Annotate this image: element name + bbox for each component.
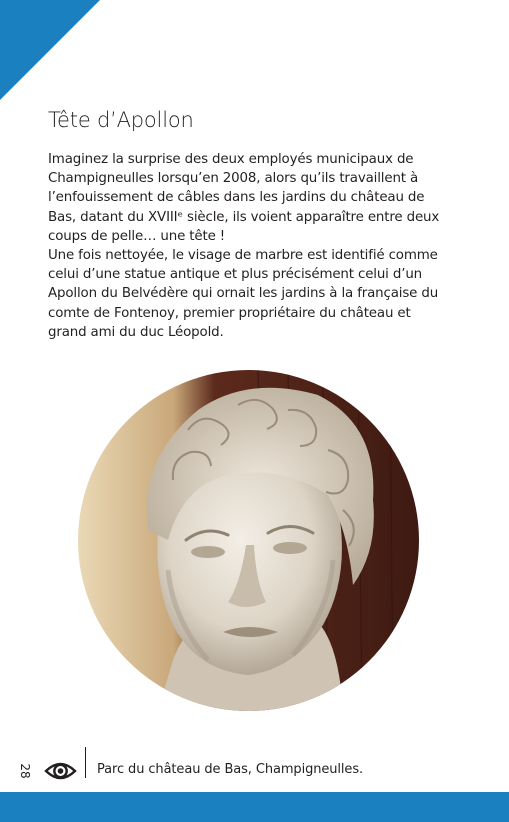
location-caption: Parc du château de Bas, Champigneulles. xyxy=(97,762,364,777)
footer-divider xyxy=(85,747,86,778)
apollo-head-photo xyxy=(78,370,419,711)
paragraph-1: Imaginez la surprise des deux employés municipaux de Champigneulles lorsqu’en 2008, alors qu’ils travaillent à l’enfouissement de câbles dans les jardins du château de Bas, datant du XVIIIᵉ siècle, ils voient apparaître entre deux coups de pelle… une tête ! xyxy=(48,152,440,244)
page-number: 28 xyxy=(18,763,32,779)
article-body xyxy=(48,150,448,342)
corner-triangle-decoration xyxy=(0,0,100,100)
page-title: Tête d’Apollon xyxy=(48,108,194,132)
eye-icon xyxy=(44,759,77,783)
paragraph-2: Une fois nettoyée, le visage de marbre est identifié comme celui d’une statue antique et plus précisément celui d’un Apollon du Belvédère qui ornait les jardins à la française du comte de Fontenoy, premier propriétaire du château et grand ami du duc Léopold. xyxy=(48,248,439,340)
bottom-color-band xyxy=(0,792,509,822)
